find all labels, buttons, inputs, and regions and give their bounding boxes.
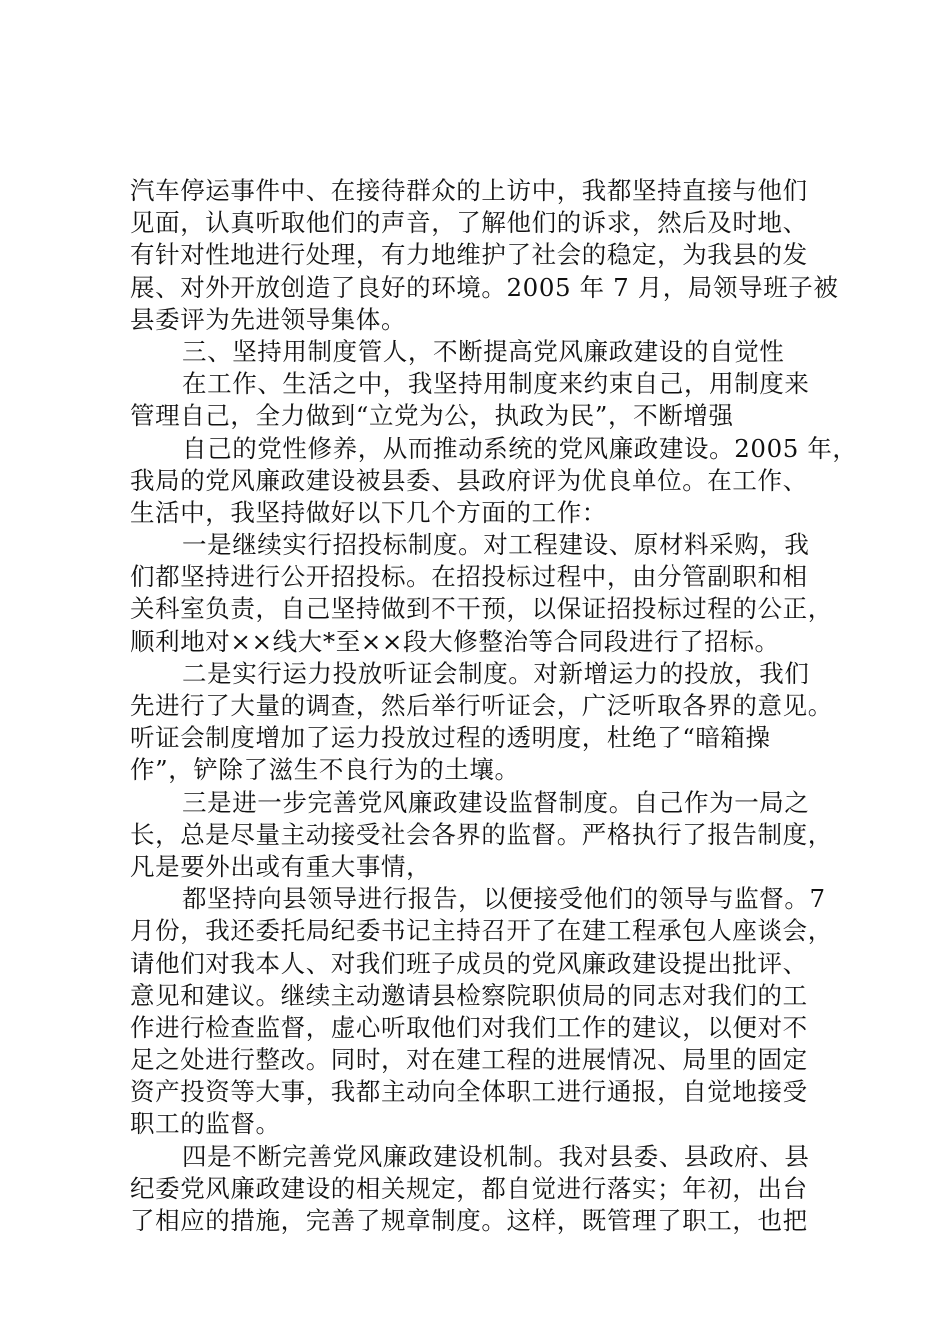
document-line: 纪委党风廉政建设的相关规定，都自觉进行落实；年初，出台 (130, 1173, 808, 1203)
document-line: 长，总是尽量主动接受社会各界的监督。严格执行了报告制度， (130, 819, 833, 849)
document-line: 二是实行运力投放听证会制度。对新增运力的投放，我们 (182, 658, 810, 688)
document-line: 一是继续实行招投标制度。对工程建设、原材料采购，我 (182, 530, 810, 560)
document-line: 在工作、生活之中，我坚持用制度来约束自己，用制度来 (182, 369, 810, 399)
document-line: 管理自己，全力做到“立党为公，执政为民”，不断增强 (130, 401, 734, 431)
document-line: 关科室负责，自己坚持做到不干预，以保证招投标过程的公正， (130, 594, 833, 624)
document-line: 都坚持向县领导进行报告，以便接受他们的领导与监督。7 (182, 884, 826, 914)
document-line: 汽车停运事件中、在接待群众的上访中，我都坚持直接与他们 (130, 176, 808, 205)
document-line: 月份，我还委托局纪委书记主持召开了在建工程承包人座谈会， (130, 916, 833, 946)
document-line: 四是不断完善党风廉政建设机制。我对县委、县政府、县 (182, 1141, 810, 1171)
document-line: 展、对外开放创造了良好的环境。2005 年 7 月，局领导班子被 (130, 272, 839, 302)
document-line: 资产投资等大事，我都主动向全体职工进行通报，自觉地接受 (130, 1077, 808, 1107)
document-line: 三、坚持用制度管人，不断提高党风廉政建设的自觉性 (182, 336, 785, 366)
document-line: 自己的党性修养，从而推动系统的党风廉政建设。2005 年， (182, 433, 858, 463)
document-line: 职工的监督。 (130, 1109, 281, 1139)
document-line: 作进行检查监督，虚心听取他们对我们工作的建议，以便对不 (130, 1012, 808, 1042)
document-line: 见面，认真听取他们的声音，了解他们的诉求，然后及时地、 (130, 208, 808, 238)
document-line: 足之处进行整改。同时，对在建工程的进展情况、局里的固定 (130, 1045, 808, 1075)
document-line: 先进行了大量的调查，然后举行听证会，广泛听取各界的意见。 (130, 691, 833, 720)
document-line: 有针对性地进行处理，有力地维护了社会的稳定，为我县的发 (130, 240, 808, 270)
document-line: 生活中，我坚持做好以下几个方面的工作： (130, 497, 607, 527)
document-line: 听证会制度增加了运力投放过程的透明度，杜绝了“暗箱操 (130, 723, 771, 753)
document-line: 凡是要外出或有重大事情， (130, 851, 432, 881)
document-line: 县委评为先进领导集体。 (130, 304, 407, 334)
document-body (130, 175, 858, 1237)
document-line: 我局的党风廉政建设被县委、县政府评为优良单位。在工作、 (130, 465, 808, 495)
document-line: 三是进一步完善党风廉政建设监督制度。自己作为一局之 (182, 787, 810, 817)
document-line: 请他们对我本人、对我们班子成员的党风廉政建设提出批评、 (130, 948, 808, 978)
document-line: 了相应的措施，完善了规章制度。这样，既管理了职工，也把 (130, 1206, 808, 1235)
document-line: 意见和建议。继续主动邀请县检察院职侦局的同志对我们的工 (130, 980, 808, 1010)
document-line: 们都坚持进行公开招投标。在招投标过程中，由分管副职和相 (130, 562, 808, 592)
document-line: 顺利地对××线大*至××段大修整治等合同段进行了招标。 (130, 626, 780, 656)
document-line: 作”，铲除了滋生不良行为的土壤。 (130, 755, 520, 785)
